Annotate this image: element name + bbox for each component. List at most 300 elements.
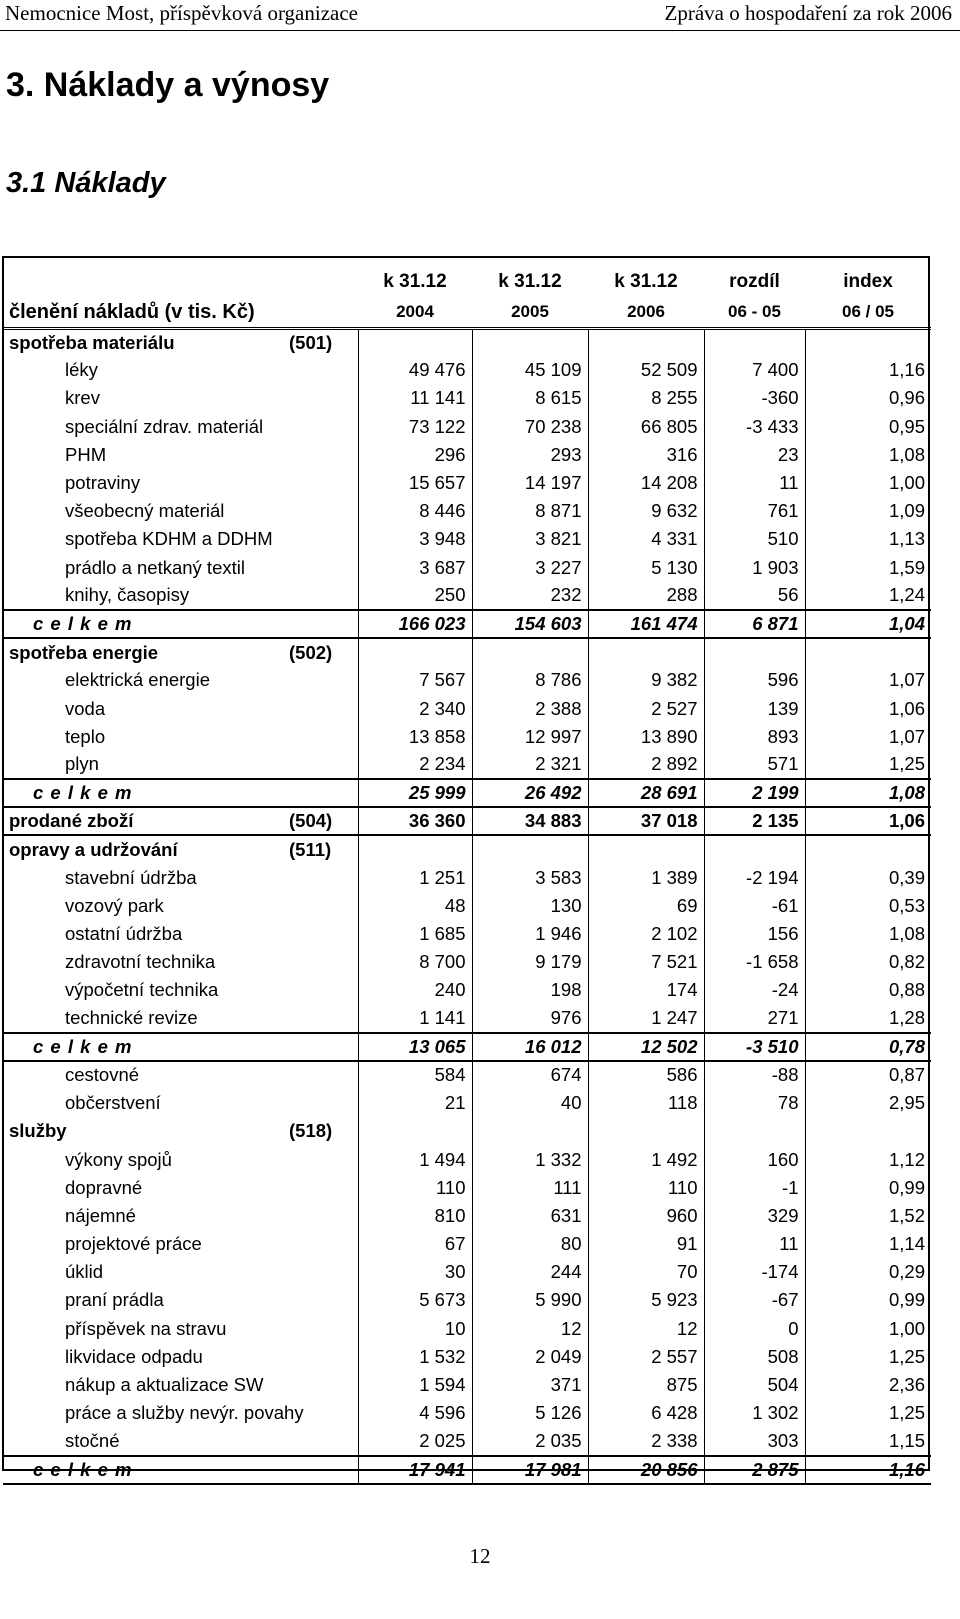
value-2006: 161 474	[588, 610, 704, 638]
value-2004: 8 700	[358, 948, 472, 976]
value-2006: 2 102	[588, 920, 704, 948]
table-row	[3, 1005, 931, 1033]
value-2004: 7 567	[358, 666, 472, 694]
value-index: 1,00	[805, 469, 931, 497]
value-diff	[704, 328, 805, 356]
value-2006: 8 255	[588, 384, 704, 412]
value-index: 0,53	[805, 892, 931, 920]
value-index: 1,07	[805, 723, 931, 751]
table-row	[3, 1230, 931, 1258]
value-index: 0,82	[805, 948, 931, 976]
value-2006: 316	[588, 441, 704, 469]
value-diff: -3 433	[704, 413, 805, 441]
value-index: 1,13	[805, 525, 931, 553]
value-index: 1,08	[805, 441, 931, 469]
value-2004: 73 122	[358, 413, 472, 441]
value-diff: 139	[704, 694, 805, 722]
value-index: 0,99	[805, 1286, 931, 1314]
value-2006: 69	[588, 892, 704, 920]
value-diff: 2 875	[704, 1456, 805, 1484]
table-row	[3, 497, 931, 525]
value-index: 0,99	[805, 1174, 931, 1202]
row-label: technické revize	[65, 1007, 198, 1029]
table-row	[3, 948, 931, 976]
value-2005: 14 197	[472, 469, 588, 497]
value-2004: 240	[358, 976, 472, 1004]
value-2004: 13 858	[358, 723, 472, 751]
value-2006: 6 428	[588, 1399, 704, 1427]
section-label: prodané zboží	[9, 810, 134, 832]
value-index: 1,52	[805, 1202, 931, 1230]
row-label: zdravotní technika	[65, 951, 216, 973]
row-label: prádlo a netkaný textil	[65, 556, 245, 578]
value-2006: 1 492	[588, 1145, 704, 1173]
value-index	[805, 835, 931, 863]
value-index: 1,24	[805, 582, 931, 610]
value-diff: -3 510	[704, 1033, 805, 1061]
value-2006: 110	[588, 1174, 704, 1202]
table-row	[3, 1315, 931, 1343]
table-row	[3, 1427, 931, 1455]
value-diff: 78	[704, 1089, 805, 1117]
value-index: 0,29	[805, 1258, 931, 1286]
value-2004: 21	[358, 1089, 472, 1117]
section-label: spotřeba energie	[9, 641, 159, 663]
value-2004: 1 251	[358, 864, 472, 892]
value-2006: 9 632	[588, 497, 704, 525]
value-diff: -1	[704, 1174, 805, 1202]
value-2004: 2 025	[358, 1427, 472, 1455]
table-row	[3, 413, 931, 441]
value-2006	[588, 328, 704, 356]
value-2004: 36 360	[358, 807, 472, 835]
value-diff: 23	[704, 441, 805, 469]
value-2005: 130	[472, 892, 588, 920]
header-organization: Nemocnice Most, příspěvková organizace	[5, 1, 358, 25]
table-row	[3, 525, 931, 553]
row-label: vozový park	[65, 894, 164, 916]
section-heading: 3. Náklady a výnosy	[6, 66, 330, 104]
value-2004: 25 999	[358, 779, 472, 807]
value-2004: 1 532	[358, 1343, 472, 1371]
table-row	[3, 1286, 931, 1314]
subsection-heading: 3.1 Náklady	[6, 167, 166, 199]
value-2006: 174	[588, 976, 704, 1004]
table-row	[3, 1089, 931, 1117]
value-index: 1,16	[805, 1456, 931, 1484]
value-2004: 8 446	[358, 497, 472, 525]
value-2006: 1 247	[588, 1005, 704, 1033]
value-2006: 875	[588, 1371, 704, 1399]
value-2006: 2 527	[588, 694, 704, 722]
value-index: 1,16	[805, 356, 931, 384]
value-2006: 12 502	[588, 1033, 704, 1061]
table-row	[3, 441, 931, 469]
value-2005: 12 997	[472, 723, 588, 751]
value-2006: 2 338	[588, 1427, 704, 1455]
value-2004: 30	[358, 1258, 472, 1286]
row-label: ostatní údržba	[65, 923, 183, 945]
table-row	[3, 1371, 931, 1399]
header-row-bottom	[3, 298, 931, 328]
section-code: (511)	[289, 838, 332, 860]
value-2006: 91	[588, 1230, 704, 1258]
value-diff: -88	[704, 1061, 805, 1089]
value-2005: 111	[472, 1174, 588, 1202]
total-label: c e l k e m	[33, 1035, 133, 1057]
table-row	[3, 920, 931, 948]
value-2004	[358, 835, 472, 863]
section-row	[3, 328, 931, 356]
value-2006: 2 892	[588, 751, 704, 779]
header-row-top	[3, 266, 931, 298]
section-label: služby	[9, 1120, 67, 1142]
value-2005: 8 615	[472, 384, 588, 412]
value-index: 1,09	[805, 497, 931, 525]
value-diff: 11	[704, 1230, 805, 1258]
section-row	[3, 835, 931, 863]
row-label: úklid	[65, 1261, 104, 1283]
col-header-index: 06 / 05	[842, 302, 894, 322]
value-diff	[704, 835, 805, 863]
value-2006: 13 890	[588, 723, 704, 751]
value-2004: 810	[358, 1202, 472, 1230]
value-index: 1,15	[805, 1427, 931, 1455]
value-2004: 48	[358, 892, 472, 920]
row-label: práce a služby nevýr. povahy	[65, 1402, 304, 1424]
row-label: stočné	[65, 1429, 120, 1451]
value-diff: 1 302	[704, 1399, 805, 1427]
value-index	[805, 1117, 931, 1145]
section-label: opravy a udržování	[9, 838, 178, 860]
row-label-cell	[3, 835, 358, 863]
row-label: praní prádla	[65, 1289, 164, 1311]
value-diff: 303	[704, 1427, 805, 1455]
value-2005: 154 603	[472, 610, 588, 638]
value-2005: 198	[472, 976, 588, 1004]
table-row	[3, 1258, 931, 1286]
value-2006: 5 923	[588, 1286, 704, 1314]
value-2005: 5 126	[472, 1399, 588, 1427]
value-index: 1,25	[805, 1399, 931, 1427]
value-diff: -360	[704, 384, 805, 412]
value-2005: 80	[472, 1230, 588, 1258]
value-index: 1,06	[805, 694, 931, 722]
row-label: potraviny	[65, 472, 141, 494]
value-2006: 960	[588, 1202, 704, 1230]
row-label: speciální zdrav. materiál	[65, 415, 264, 437]
value-index: 1,08	[805, 920, 931, 948]
value-index: 1,25	[805, 1343, 931, 1371]
value-2004: 1 494	[358, 1145, 472, 1173]
table-row	[3, 554, 931, 582]
row-label: nákup a aktualizace SW	[65, 1374, 264, 1396]
value-2006: 5 130	[588, 554, 704, 582]
total-label: c e l k e m	[33, 612, 133, 634]
value-2004	[358, 328, 472, 356]
value-2005: 17 981	[472, 1456, 588, 1484]
value-2004: 67	[358, 1230, 472, 1258]
value-2004: 1 141	[358, 1005, 472, 1033]
col-header-2004: 2004	[396, 302, 434, 322]
table-title: členění nákladů (v tis. Kč)	[9, 300, 255, 323]
row-label: cestovné	[65, 1064, 140, 1086]
value-2005: 2 049	[472, 1343, 588, 1371]
value-index: 1,00	[805, 1315, 931, 1343]
col-header-2005: 2005	[511, 302, 549, 322]
value-2005: 674	[472, 1061, 588, 1089]
value-diff: 510	[704, 525, 805, 553]
value-index: 0,95	[805, 413, 931, 441]
table-row	[3, 1399, 931, 1427]
value-2006: 37 018	[588, 807, 704, 835]
value-2004: 13 065	[358, 1033, 472, 1061]
row-label-cell	[3, 638, 358, 666]
value-2005: 8 871	[472, 497, 588, 525]
value-2004: 584	[358, 1061, 472, 1089]
header-report-title: Zpráva o hospodaření za rok 2006	[664, 1, 952, 25]
value-2004: 2 340	[358, 694, 472, 722]
col-header-diff-top: rozdíl	[729, 271, 780, 292]
col-header-2004-top: k 31.12	[383, 271, 447, 292]
section-code: (501)	[289, 331, 333, 353]
value-2005: 371	[472, 1371, 588, 1399]
value-index	[805, 328, 931, 356]
row-label: výpočetní technika	[65, 979, 219, 1001]
value-2005	[472, 835, 588, 863]
value-index: 0,88	[805, 976, 931, 1004]
value-index: 1,06	[805, 807, 931, 835]
col-header-2006-top: k 31.12	[614, 271, 678, 292]
value-2004: 1 594	[358, 1371, 472, 1399]
table-row	[3, 1061, 931, 1089]
value-2006: 12	[588, 1315, 704, 1343]
value-index: 1,07	[805, 666, 931, 694]
value-index: 2,95	[805, 1089, 931, 1117]
value-2005: 1 332	[472, 1145, 588, 1173]
value-2004: 5 673	[358, 1286, 472, 1314]
value-2005: 26 492	[472, 779, 588, 807]
value-2004: 1 685	[358, 920, 472, 948]
col-header-2005-top: k 31.12	[498, 271, 562, 292]
value-2004	[358, 638, 472, 666]
value-2004: 15 657	[358, 469, 472, 497]
value-diff: 761	[704, 497, 805, 525]
value-2005: 293	[472, 441, 588, 469]
value-2004: 17 941	[358, 1456, 472, 1484]
section-row	[3, 1117, 931, 1145]
col-header-index-top: index	[843, 271, 893, 292]
value-2005: 3 583	[472, 864, 588, 892]
value-2006	[588, 1117, 704, 1145]
value-diff: 329	[704, 1202, 805, 1230]
value-2005: 631	[472, 1202, 588, 1230]
value-diff: 508	[704, 1343, 805, 1371]
value-index: 1,12	[805, 1145, 931, 1173]
value-2004	[358, 1117, 472, 1145]
col-header-2006: 2006	[627, 302, 665, 322]
value-diff: 7 400	[704, 356, 805, 384]
section-total-row	[3, 807, 931, 835]
row-label: stavební údržba	[65, 866, 197, 888]
value-2006: 2 557	[588, 1343, 704, 1371]
value-diff: 893	[704, 723, 805, 751]
value-2005: 12	[472, 1315, 588, 1343]
value-2005: 3 821	[472, 525, 588, 553]
row-label: plyn	[65, 753, 99, 775]
value-2006: 28 691	[588, 779, 704, 807]
table-row	[3, 384, 931, 412]
table-row	[3, 976, 931, 1004]
value-2005: 70 238	[472, 413, 588, 441]
page-number: 12	[469, 1544, 491, 1568]
value-2005: 45 109	[472, 356, 588, 384]
total-row	[3, 610, 931, 638]
value-2005: 244	[472, 1258, 588, 1286]
table-row	[3, 666, 931, 694]
value-index: 0,39	[805, 864, 931, 892]
row-label: knihy, časopisy	[65, 584, 190, 606]
section-code: (504)	[289, 810, 333, 832]
value-index: 1,25	[805, 751, 931, 779]
value-2004: 11 141	[358, 384, 472, 412]
page-header	[0, 0, 960, 31]
value-2005: 3 227	[472, 554, 588, 582]
row-label: výkony spojů	[65, 1148, 172, 1170]
value-diff: 156	[704, 920, 805, 948]
row-label: voda	[65, 697, 106, 719]
section-code: (518)	[289, 1120, 333, 1142]
table-row	[3, 723, 931, 751]
value-2004: 3 687	[358, 554, 472, 582]
value-index: 0,87	[805, 1061, 931, 1089]
table-row	[3, 751, 931, 779]
value-diff: 6 871	[704, 610, 805, 638]
row-label: příspěvek na stravu	[65, 1317, 227, 1339]
value-index: 1,14	[805, 1230, 931, 1258]
table-row	[3, 582, 931, 610]
value-2006: 118	[588, 1089, 704, 1117]
value-2005: 1 946	[472, 920, 588, 948]
row-label: dopravné	[65, 1176, 143, 1198]
row-label: nájemné	[65, 1204, 136, 1226]
table-body	[3, 328, 931, 1484]
value-2006: 1 389	[588, 864, 704, 892]
value-2006: 288	[588, 582, 704, 610]
value-2005: 2 035	[472, 1427, 588, 1455]
value-diff: -174	[704, 1258, 805, 1286]
value-2006	[588, 638, 704, 666]
value-diff: 11	[704, 469, 805, 497]
col-header-diff: 06 - 05	[728, 302, 781, 322]
value-diff: 56	[704, 582, 805, 610]
value-2005: 5 990	[472, 1286, 588, 1314]
value-2005	[472, 638, 588, 666]
row-label: spotřeba KDHM a DDHM	[65, 528, 273, 550]
value-2004: 110	[358, 1174, 472, 1202]
value-diff	[704, 638, 805, 666]
total-label: c e l k e m	[33, 1458, 133, 1480]
value-2006: 7 521	[588, 948, 704, 976]
table-row	[3, 892, 931, 920]
value-2004: 4 596	[358, 1399, 472, 1427]
table-row	[3, 1202, 931, 1230]
table-row	[3, 1174, 931, 1202]
value-2004: 10	[358, 1315, 472, 1343]
value-2004: 3 948	[358, 525, 472, 553]
value-diff: 160	[704, 1145, 805, 1173]
row-label: teplo	[65, 725, 106, 747]
value-2004: 166 023	[358, 610, 472, 638]
value-2005	[472, 1117, 588, 1145]
value-2005: 2 321	[472, 751, 588, 779]
value-2004: 296	[358, 441, 472, 469]
value-diff: -67	[704, 1286, 805, 1314]
value-diff: -1 658	[704, 948, 805, 976]
value-diff: 596	[704, 666, 805, 694]
table-row	[3, 694, 931, 722]
row-label-cell	[3, 807, 358, 835]
value-index: 0,78	[805, 1033, 931, 1061]
value-diff: 504	[704, 1371, 805, 1399]
value-2004: 250	[358, 582, 472, 610]
value-index: 0,96	[805, 384, 931, 412]
row-label: likvidace odpadu	[65, 1345, 203, 1367]
row-label-cell	[3, 1117, 358, 1145]
row-label: projektové práce	[65, 1233, 202, 1255]
total-row	[3, 1456, 931, 1484]
value-diff: -24	[704, 976, 805, 1004]
value-2005: 976	[472, 1005, 588, 1033]
value-2005	[472, 328, 588, 356]
section-row	[3, 638, 931, 666]
value-2005: 8 786	[472, 666, 588, 694]
value-diff: -61	[704, 892, 805, 920]
value-2006: 14 208	[588, 469, 704, 497]
section-code: (502)	[289, 641, 333, 663]
value-index: 1,04	[805, 610, 931, 638]
value-diff: 2 199	[704, 779, 805, 807]
value-2006: 586	[588, 1061, 704, 1089]
table-row	[3, 1343, 931, 1371]
table-row	[3, 469, 931, 497]
value-2006: 52 509	[588, 356, 704, 384]
value-index: 2,36	[805, 1371, 931, 1399]
value-2006: 66 805	[588, 413, 704, 441]
row-label: PHM	[65, 443, 107, 465]
value-2006: 4 331	[588, 525, 704, 553]
row-label: léky	[65, 359, 98, 381]
value-diff: 1 903	[704, 554, 805, 582]
value-index: 1,08	[805, 779, 931, 807]
value-index	[805, 638, 931, 666]
value-2005: 16 012	[472, 1033, 588, 1061]
value-2005: 34 883	[472, 807, 588, 835]
value-2006	[588, 835, 704, 863]
value-diff: 571	[704, 751, 805, 779]
value-2006: 20 856	[588, 1456, 704, 1484]
value-diff	[704, 1117, 805, 1145]
value-2005: 2 388	[472, 694, 588, 722]
total-row	[3, 779, 931, 807]
row-label-cell	[3, 328, 358, 356]
table-row	[3, 864, 931, 892]
row-label: krev	[65, 387, 100, 409]
value-diff: 2 135	[704, 807, 805, 835]
value-2004: 2 234	[358, 751, 472, 779]
table-row	[3, 1145, 931, 1173]
value-2005: 40	[472, 1089, 588, 1117]
